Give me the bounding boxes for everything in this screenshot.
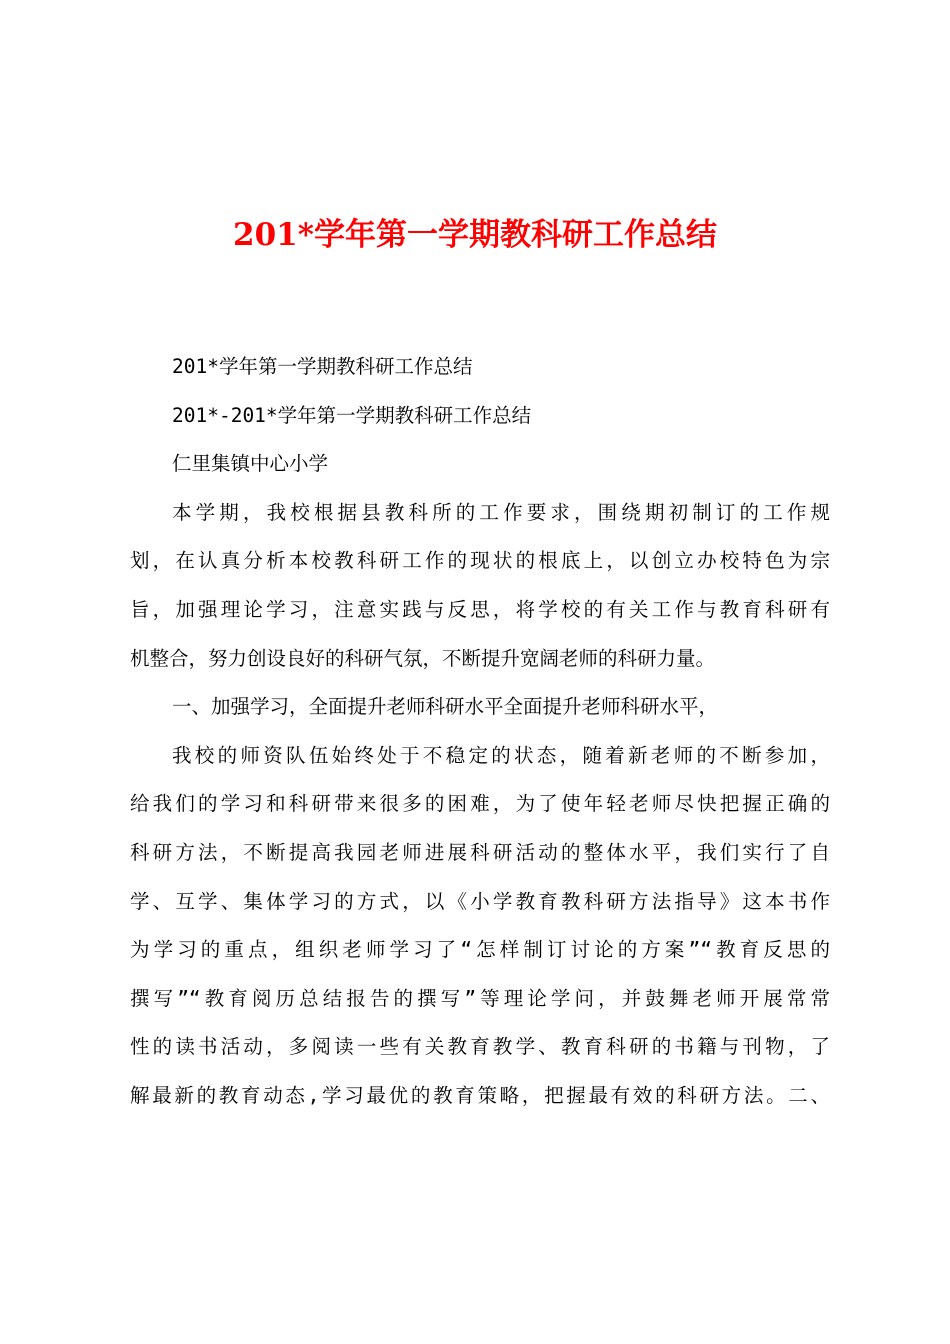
body-line: 为学习的重点，组织老师学习了“怎样制订讨论的方案”“教育反思的 (130, 938, 830, 962)
body-line: 性的读书活动，多阅读一些有关教育教学、教育科研的书籍与刊物，了 (130, 1035, 830, 1059)
body-line: 撰写”“教育阅历总结报告的撰写”等理论学问，并鼓舞老师开展常常 (130, 986, 830, 1010)
body-line: 学、互学、集体学习的方式，以《小学教育教科研方法指导》这本书作 (130, 889, 830, 913)
document-title: 201*学年第一学期教科研工作总结 (233, 217, 717, 253)
body-line: 旨，加强理论学习，注意实践与反思，将学校的有关工作与教育科研有 (130, 597, 830, 621)
body-line: 机整合，努力创设良好的科研气氛，不断提升宽阔老师的科研力量。 (130, 646, 716, 670)
document-body (130, 343, 830, 1121)
body-line: 201*学年第一学期教科研工作总结 (172, 355, 473, 378)
body-line: 仁里集镇中心小学 (172, 452, 329, 476)
body-line: 本学期，我校根据县教科所的工作要求，围绕期初制订的工作规 (172, 500, 830, 524)
body-line: 划，在认真分析本校教科研工作的现状的根底上，以创立办校特色为宗 (130, 549, 830, 573)
body-line: 解最新的教育动态,学习最优的教育策略，把握最有效的科研方法。二、 (130, 1083, 830, 1107)
section-heading: 一、加强学习，全面提升老师科研水平全面提升老师科研水平， (172, 695, 719, 719)
body-line: 201*-201*学年第一学期教科研工作总结 (172, 403, 532, 427)
body-line: 给我们的学习和科研带来很多的困难，为了使年轻老师尽快把握正确的 (130, 792, 830, 816)
body-line: 科研方法，不断提高我园老师进展科研活动的整体水平，我们实行了自 (130, 840, 830, 864)
body-line: 我校的师资队伍始终处于不稳定的状态，随着新老师的不断参加， (172, 743, 830, 767)
